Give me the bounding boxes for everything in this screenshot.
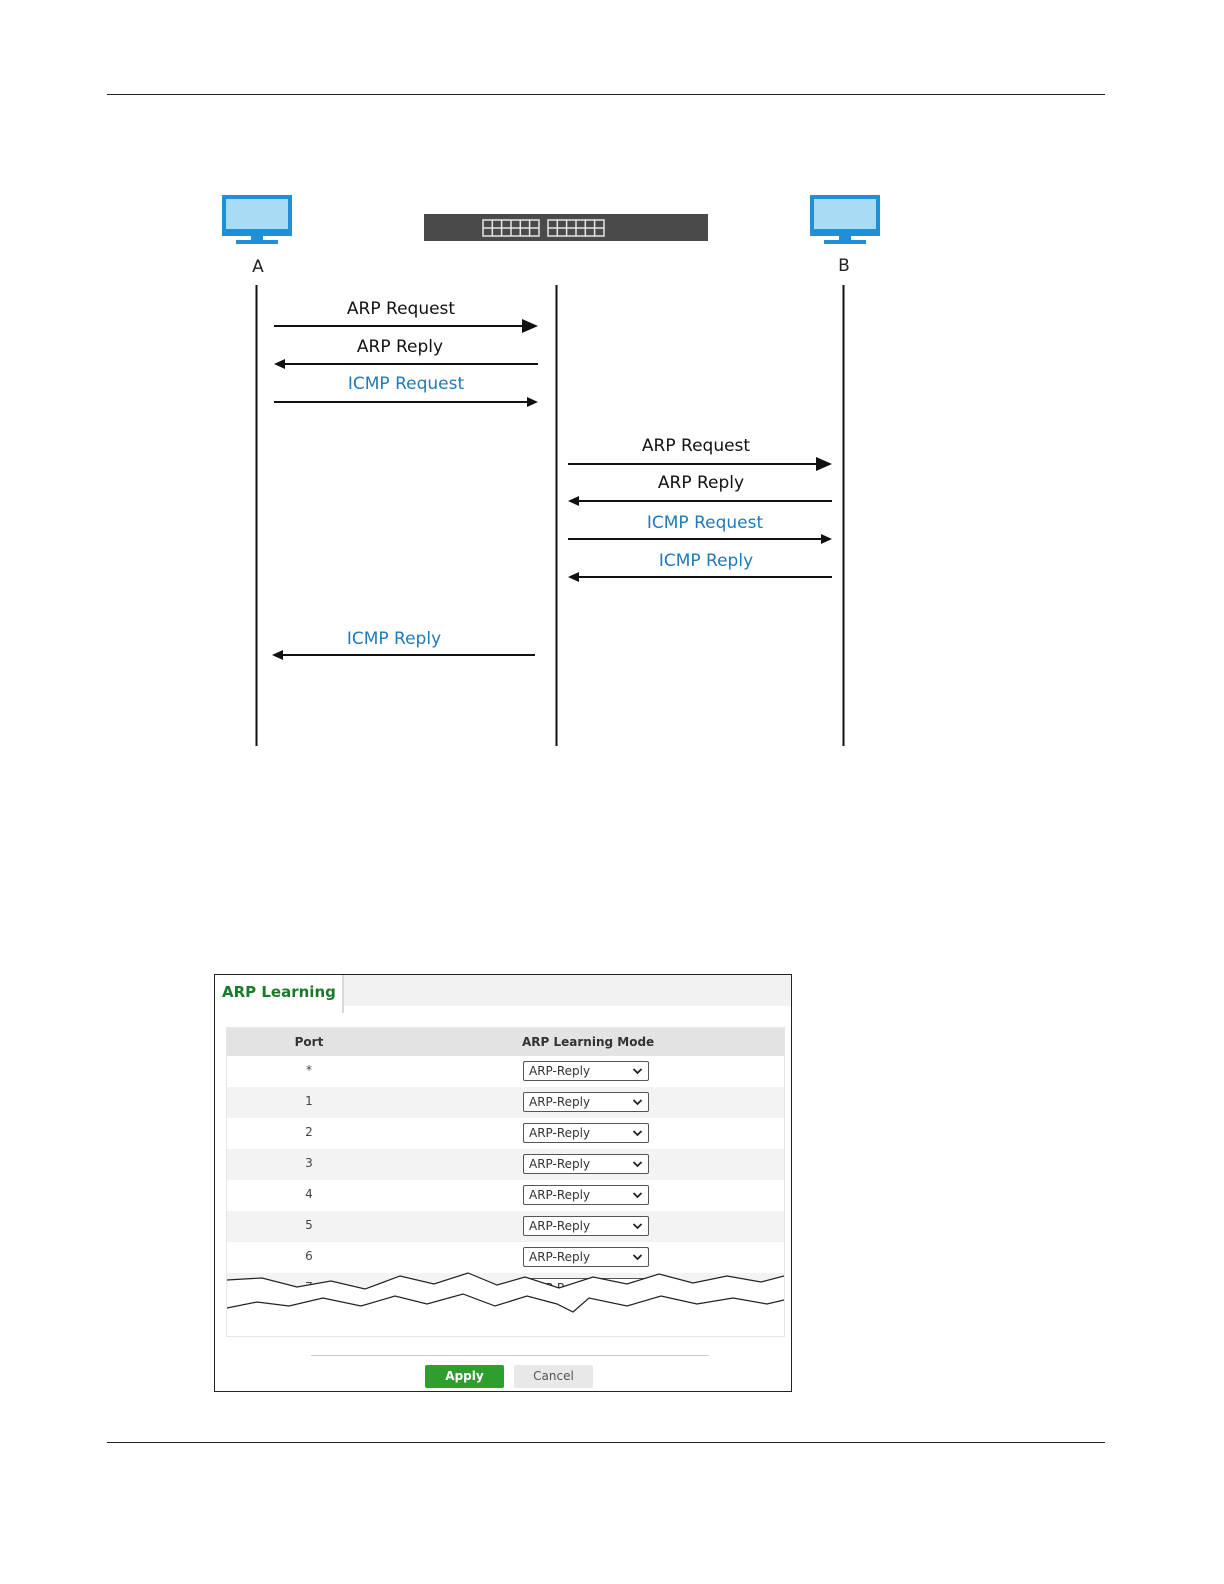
- chevron-down-icon: [632, 1158, 643, 1170]
- arrowhead-icon: [821, 534, 832, 544]
- chevron-down-icon: [632, 1251, 643, 1263]
- table-row: [227, 1180, 784, 1211]
- message-label: ICMP Request: [646, 513, 764, 533]
- node-b-label: B: [838, 256, 850, 276]
- select-value: ARP-Reply: [529, 1250, 591, 1264]
- arp-learning-panel: [214, 974, 792, 1392]
- arrowhead-icon: [568, 572, 579, 582]
- table-row: [227, 1149, 784, 1180]
- message-label: ARP Request: [346, 299, 456, 319]
- arrowhead-icon: [816, 457, 832, 471]
- port-cell: *: [306, 1063, 312, 1077]
- column-header-port: Port: [294, 1035, 324, 1049]
- message-label: ARP Request: [641, 436, 751, 456]
- node-a-label: A: [252, 257, 264, 277]
- arp-learning-mode-select[interactable]: [523, 1247, 649, 1267]
- select-value: ARP-Reply: [529, 1095, 591, 1109]
- message-label: ARP Reply: [657, 473, 745, 493]
- arp-learning-mode-select[interactable]: [523, 1061, 649, 1081]
- arp-learning-mode-select[interactable]: [523, 1092, 649, 1112]
- message-label: ARP Reply: [356, 337, 444, 357]
- tab-arp-learning[interactable]: [215, 975, 344, 1013]
- chevron-down-icon: [632, 1189, 643, 1201]
- port-cell: 2: [305, 1125, 313, 1139]
- host-b-monitor-icon: [810, 195, 880, 244]
- arrowhead-icon: [527, 397, 538, 407]
- table-header: [227, 1028, 784, 1056]
- arrowhead-icon: [272, 650, 283, 660]
- arrowhead-icon: [522, 319, 538, 333]
- select-value: ARP-Reply: [529, 1188, 591, 1202]
- arrowhead-icon: [274, 359, 285, 369]
- arrowhead-icon: [568, 496, 579, 506]
- cancel-button[interactable]: Cancel: [514, 1365, 593, 1388]
- table-row: [227, 1056, 784, 1087]
- table-row: [227, 1211, 784, 1242]
- select-value: ARP-Reply: [529, 1126, 591, 1140]
- chevron-down-icon: [632, 1127, 643, 1139]
- switch-icon: [424, 214, 708, 241]
- select-value: ARP-Reply: [529, 1219, 591, 1233]
- table-row: [227, 1087, 784, 1118]
- tab-label: ARP Learning: [222, 983, 336, 1001]
- select-value: ARP-Reply: [529, 1157, 591, 1171]
- arp-learning-table: [226, 1027, 785, 1337]
- port-cell: 1: [305, 1094, 313, 1108]
- button-divider: [311, 1355, 709, 1356]
- table-row: [227, 1118, 784, 1149]
- arp-learning-mode-select[interactable]: [523, 1216, 649, 1236]
- arp-learning-mode-select[interactable]: [523, 1154, 649, 1174]
- arp-learning-mode-select[interactable]: [523, 1185, 649, 1205]
- select-value: ARP-Reply: [529, 1064, 591, 1078]
- port-cell: 3: [305, 1156, 313, 1170]
- table-truncation-break: [227, 1268, 784, 1318]
- chevron-down-icon: [632, 1096, 643, 1108]
- arp-learning-mode-select[interactable]: [523, 1123, 649, 1143]
- port-cell: 5: [305, 1218, 313, 1232]
- message-label: ICMP Request: [347, 374, 465, 394]
- column-header-mode: ARP Learning Mode: [522, 1035, 655, 1049]
- host-a-monitor-icon: [222, 195, 292, 244]
- apply-button[interactable]: Apply: [425, 1365, 504, 1388]
- chevron-down-icon: [632, 1065, 643, 1077]
- port-cell: 6: [305, 1249, 313, 1263]
- message-label: ICMP Reply: [346, 629, 442, 649]
- message-label: ICMP Reply: [658, 551, 754, 571]
- chevron-down-icon: [632, 1220, 643, 1232]
- port-cell: 4: [305, 1187, 313, 1201]
- footer-rule: [107, 1442, 1105, 1443]
- arp-sequence-diagram: [0, 0, 1224, 780]
